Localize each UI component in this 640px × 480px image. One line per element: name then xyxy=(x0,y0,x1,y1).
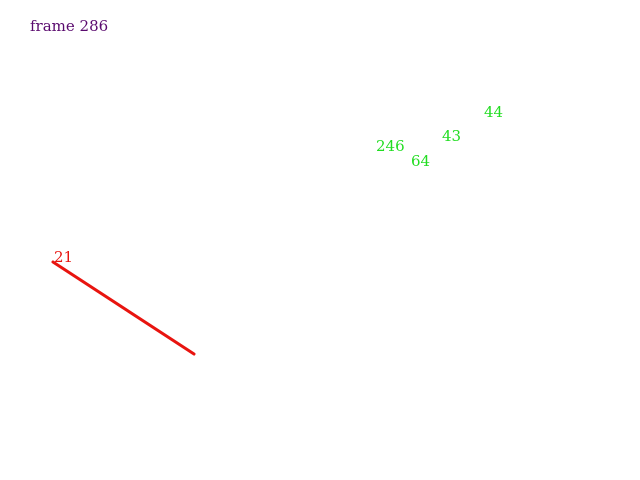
track-label: 21 xyxy=(54,248,74,266)
marker-label-246: 246 xyxy=(376,137,405,155)
track-line xyxy=(53,262,194,354)
marker-label-44: 44 xyxy=(484,103,504,121)
frame-label: frame 286 xyxy=(30,17,109,35)
marker-label-64: 64 xyxy=(411,152,431,170)
marker-label-43: 43 xyxy=(442,127,462,145)
marker-group xyxy=(376,103,503,170)
